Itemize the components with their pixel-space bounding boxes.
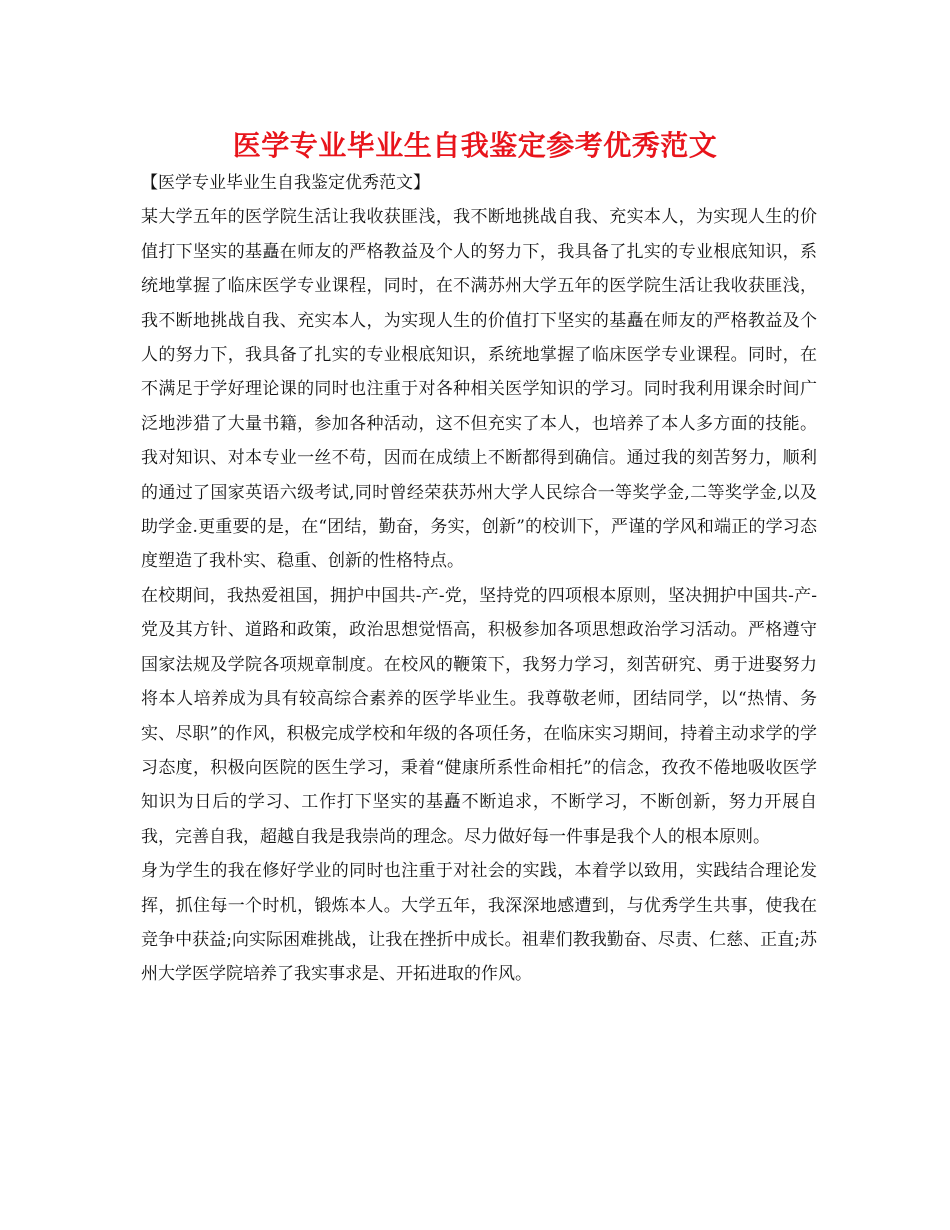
document-body	[141, 166, 817, 992]
document-title: 医学专业毕业生自我鉴定参考优秀范文	[232, 129, 718, 162]
body-paragraph-1: 某大学五年的医学院生活让我收获匪浅，我不断地挑战自我、充实本人，为实现人生的价值打下坚实的基矗在师友的严格教益及个人的努力下，我具备了扎实的专业根底知识，系统地掌握了临床医学专业课程，同时，在不满苏州大学五年的医学院生活让我收获匪浅，我不断地挑战自我、充实本人，为实现人生的价值打下坚实的基矗在师友的严格教益及个人的努力下，我具备了扎实的专业根底知识，系统地掌握了临床医学专业课程。同时，在不满足于学好理论课的同时也注重于对各种相关医学知识的学习。同时我利用课余时间广泛地涉猎了大量书籍，参加各种活动，这不但充实了本人，也培养了本人多方面的技能。我对知识、对本专业一丝不苟，因而在成绩上不断都得到确信。通过我的刻苦努力，顺利的通过了国家英语六级考试,同时曾经荣获苏州大学人民综合一等奖学金,二等奖学金,以及助学金.更重要的是，在“团结，勤奋，务实，创新”的校训下，严谨的学风和端正的学习态度塑造了我朴实、稳重、创新的性格特点。	[141, 207, 817, 572]
body-paragraph-3: 身为学生的我在修好学业的同时也注重于对社会的实践，本着学以致用，实践结合理论发挥，抓住每一个时机，锻炼本人。大学五年，我深深地感遭到，与优秀学生共事，使我在竞争中获益;向实际困难挑战，让我在挫折中成长。祖辈们教我勤奋、尽责、仁慈、正直;苏州大学医学院培养了我实事求是、开拓进取的作风。	[141, 861, 817, 985]
document-subtitle: 【医学专业毕业生自我鉴定优秀范文】	[141, 173, 430, 193]
body-paragraph-2: 在校期间，我热爱祖国，拥护中国共-产-党，坚持党的四项根本原则，坚决拥护中国共-产-党及其方针、道路和政策，政治思想觉悟高，积极参加各项思想政治学习活动。严格遵守国家法规及学院各项规章制度。在校风的鞭策下，我努力学习，刻苦研究、勇于进娶努力将本人培养成为具有较高综合素养的医学毕业生。我尊敬老师，团结同学，以“热情、务实、尽职”的作风，积极完成学校和年级的各项任务，在临床实习期间，持着主动求学的学习态度，积极向医院的医生学习，秉着“健康所系性命相托”的信念，孜孜不倦地吸收医学知识为日后的学习、工作打下坚实的基矗不断追求，不断学习，不断创新，努力开展自我，完善自我，超越自我是我崇尚的理念。尽力做好每一件事是我个人的根本原则。	[141, 585, 817, 847]
